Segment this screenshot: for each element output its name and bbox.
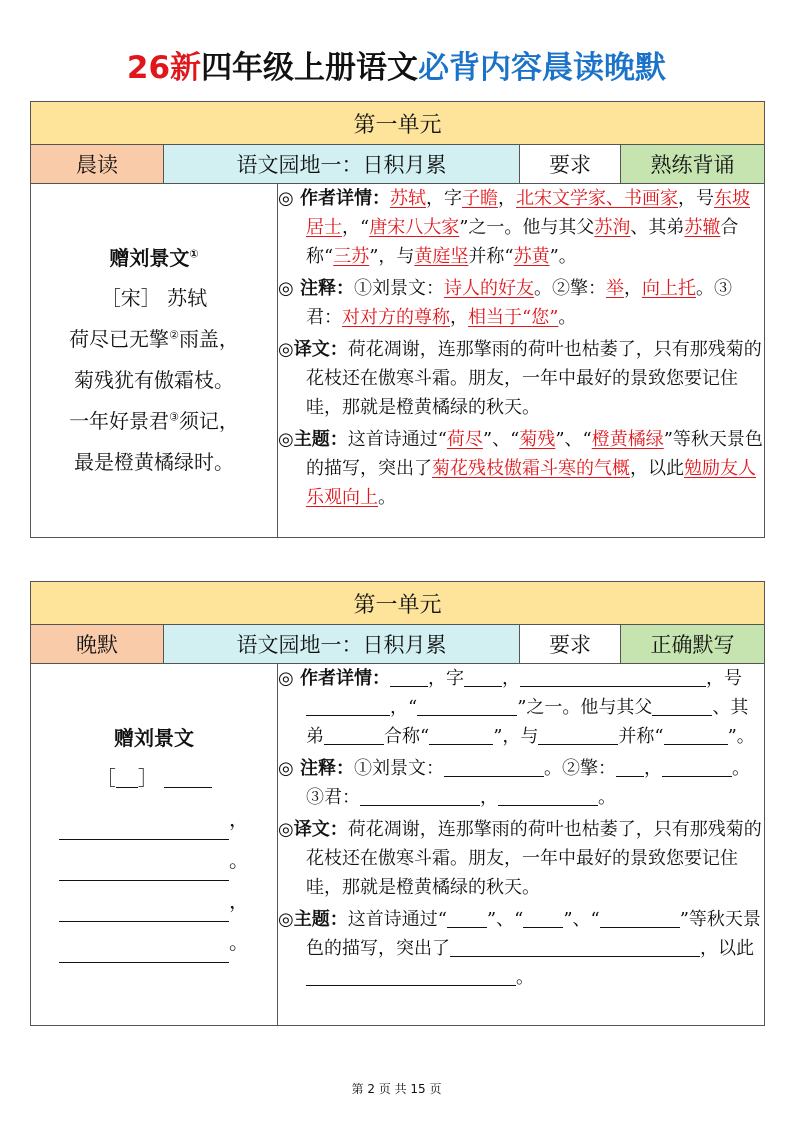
page-number: 第 2 页 共 15 页: [351, 1082, 442, 1096]
fill-blank[interactable]: [652, 695, 712, 716]
fill-blank[interactable]: [390, 666, 428, 687]
title-grade: 四年级上册语文: [201, 50, 419, 86]
fill-blank[interactable]: [520, 666, 706, 687]
poem-line-3: 一年好景君③须记，: [69, 409, 239, 433]
translation: ◎译文：荷花凋谢，连那擎雨的荷叶也枯萎了，只有那残菊的花枝还在傲寒斗霜。朋友，一年中最好的景致您要记住哇，那就是橙黄橘绿的秋天。: [278, 819, 762, 898]
translation: ◎译文：荷花凋谢，连那擎雨的荷叶也枯萎了，只有那残菊的花枝还在傲寒斗霜。朋友，一年中最好的景致您要记住哇，那就是橙黄橘绿的秋天。: [278, 339, 762, 418]
topic-label: 语文园地一：日积月累: [164, 145, 520, 184]
poem-line-2: 菊残犹有傲霜枝。: [74, 368, 234, 392]
poem-line-4-blank: 。: [31, 922, 277, 963]
fill-blank[interactable]: [324, 724, 384, 745]
requirement-label: 要求: [520, 145, 621, 184]
dynasty-blank[interactable]: [116, 767, 138, 788]
line-blank[interactable]: [59, 891, 229, 922]
section-evening-dictation: [30, 581, 765, 1026]
section-morning-reading: [30, 101, 765, 538]
requirement-value: 熟练背诵: [621, 145, 765, 184]
theme: ◎主题：这首诗通过“ ”、“ ”、“ ”等秋天景色的描写，突出了 ，以此。: [278, 909, 761, 988]
fill-blank[interactable]: [464, 666, 502, 687]
author-blank[interactable]: [164, 767, 212, 788]
page-title: [0, 42, 793, 87]
fill-blank[interactable]: [498, 785, 598, 806]
notes-panel: [278, 184, 765, 538]
title-subject: 必背内容晨读晚默: [418, 50, 667, 86]
line-blank[interactable]: [59, 850, 229, 881]
fill-blank[interactable]: [306, 695, 390, 716]
fill-blank[interactable]: [447, 907, 487, 928]
line-blank[interactable]: [59, 809, 229, 840]
author-info: ◎ 作者详情： ，字 ， ，号，“ ”之一。他与其父 、其弟 合称“ ”，与 并称“ ”。: [278, 668, 755, 747]
poem-author-blank: ［ ］: [31, 758, 277, 799]
poem-panel: [31, 184, 278, 538]
title-year: 26新: [126, 50, 202, 86]
poem-author: ［宋］ 苏轼: [100, 286, 208, 310]
topic-label: 语文园地一：日积月累: [164, 625, 520, 664]
fill-blank[interactable]: [450, 936, 700, 957]
fill-blank[interactable]: [360, 785, 480, 806]
requirement-label: 要求: [520, 625, 621, 664]
fill-blank[interactable]: [664, 724, 728, 745]
annotation: ◎ 注释：①刘景文：诗人的好友。②擎：举，向上托。③君：对对方的尊称，相当于“您”。: [278, 278, 732, 328]
fill-blank[interactable]: [600, 907, 680, 928]
poem-title: 赠刘景文①: [109, 246, 199, 270]
poem-line-1-blank: ，: [31, 799, 277, 840]
mode-label: 晨读: [31, 145, 164, 184]
fill-blank[interactable]: [616, 756, 644, 777]
mode-label: 晚默: [31, 625, 164, 664]
unit-heading: 第一单元: [31, 582, 765, 625]
requirement-value: 正确默写: [621, 625, 765, 664]
theme: ◎主题：这首诗通过“荷尽”、“菊残”、“橙黄橘绿”等秋天景色的描写，突出了菊花残枝傲霜斗寒的气概，以此勉励友人乐观向上。: [278, 429, 763, 508]
fill-blank[interactable]: [306, 965, 516, 986]
notes-panel: [278, 664, 765, 1026]
poem-line-2-blank: 。: [31, 840, 277, 881]
poem-title: 赠刘景文: [114, 726, 194, 750]
fill-blank[interactable]: [429, 724, 493, 745]
unit-heading: 第一单元: [31, 102, 765, 145]
fill-blank[interactable]: [444, 756, 544, 777]
poem-panel: [31, 664, 278, 1026]
fill-blank[interactable]: [662, 756, 732, 777]
line-blank[interactable]: [59, 932, 229, 963]
author-info: ◎ 作者详情：苏轼，字子瞻，北宋文学家、书画家，号东坡居士，“唐宋八大家”之一。他与其父苏洵、其弟苏辙合称“三苏”，与黄庭坚并称“苏黄”。: [278, 188, 750, 267]
poem-line-3-blank: ，: [31, 881, 277, 922]
poem-line-4: 最是橙黄橘绿时。: [74, 450, 234, 474]
annotation: ◎ 注释：①刘景文： 。②擎： ， 。③君： ， 。: [278, 758, 750, 808]
fill-blank[interactable]: [538, 724, 618, 745]
fill-blank[interactable]: [417, 695, 517, 716]
poem-line-1: 荷尽已无擎②雨盖，: [69, 327, 239, 351]
fill-blank[interactable]: [523, 907, 563, 928]
